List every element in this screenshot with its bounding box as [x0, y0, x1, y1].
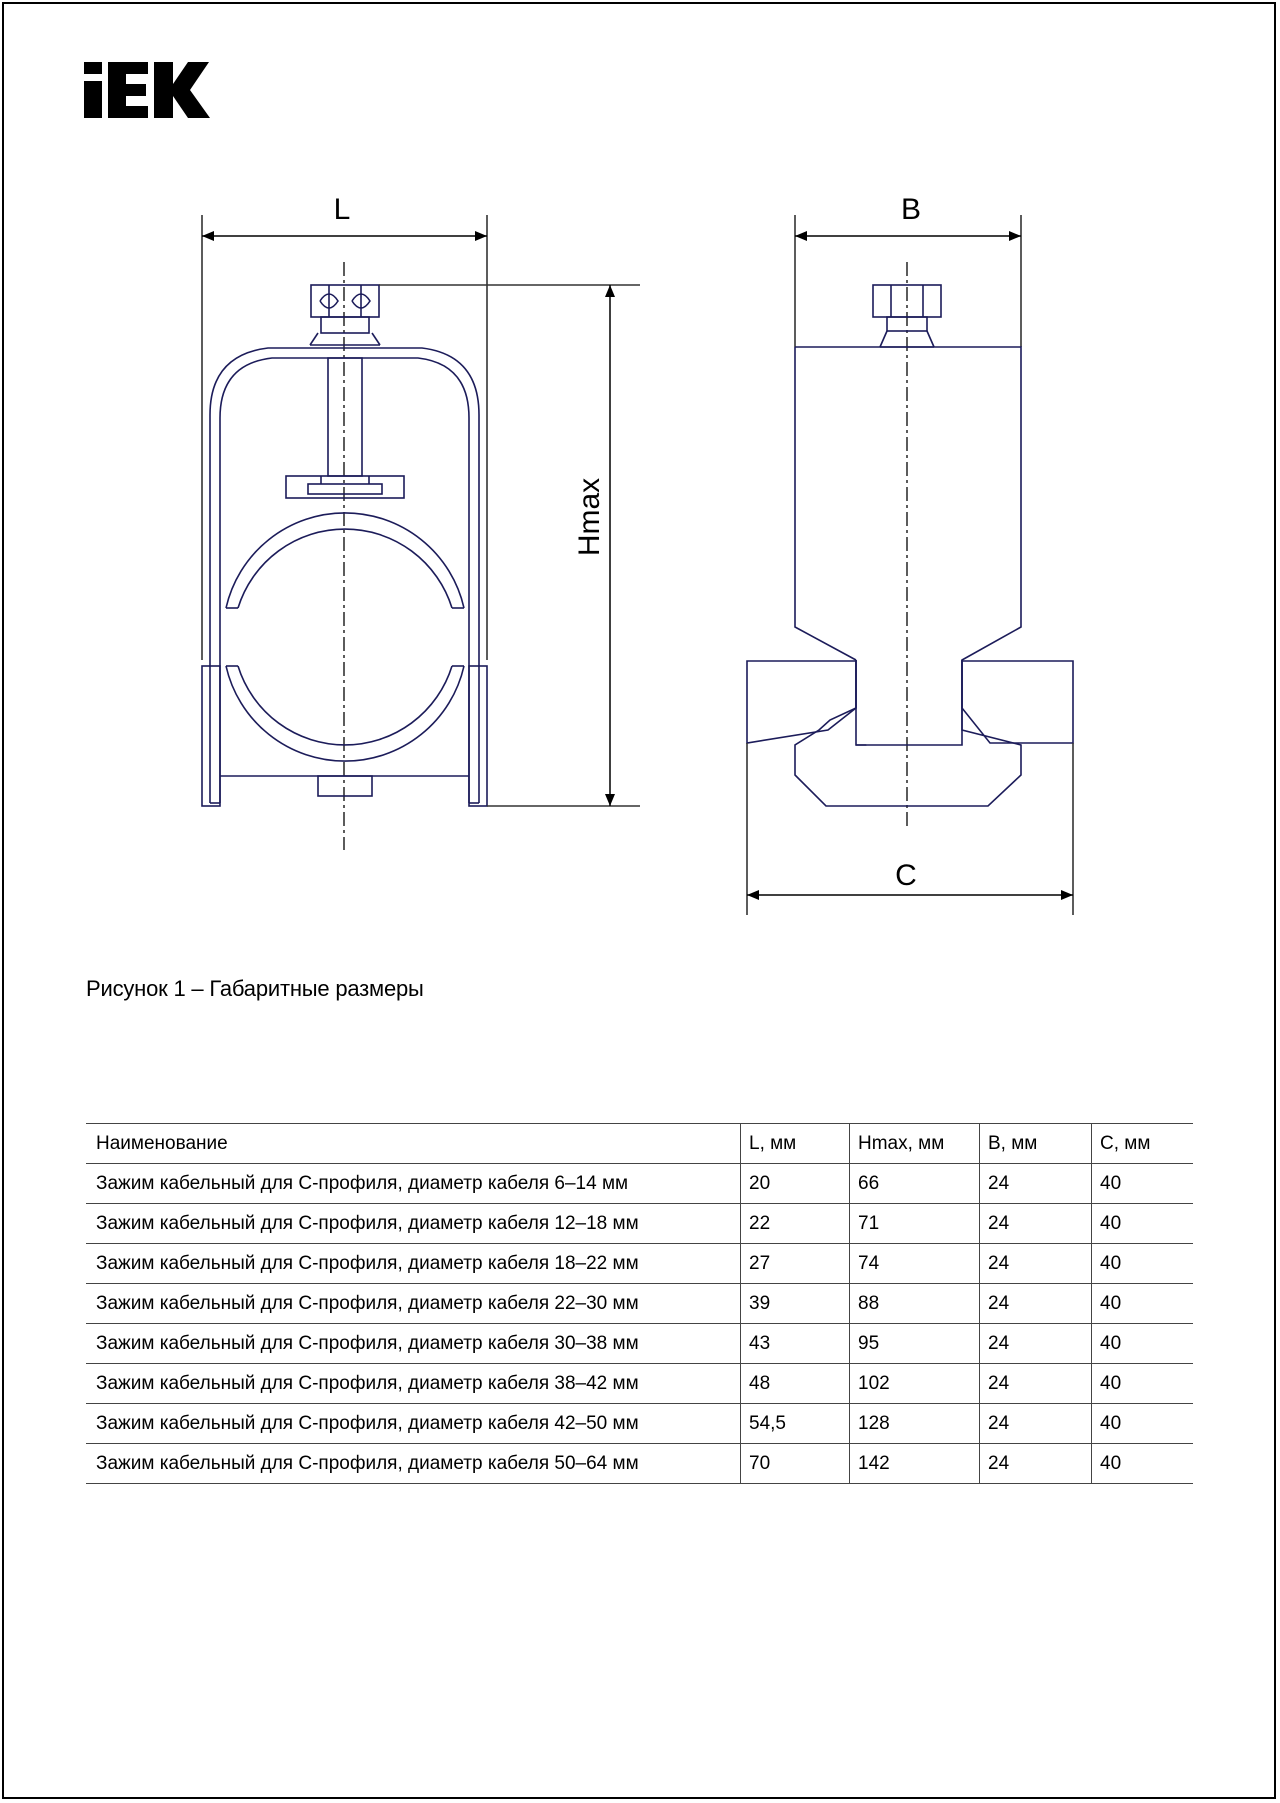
cell-hmax: 88	[850, 1284, 980, 1324]
cell-c: 40	[1092, 1164, 1194, 1204]
header-c: C, мм	[1092, 1124, 1194, 1164]
cell-c: 40	[1092, 1364, 1194, 1404]
cell-l: 70	[741, 1444, 850, 1484]
cell-name: Зажим кабельный для С-профиля, диаметр кабеля 50–64 мм	[86, 1444, 741, 1484]
cell-b: 24	[980, 1284, 1092, 1324]
dim-label-b: B	[900, 193, 922, 226]
cell-name: Зажим кабельный для С-профиля, диаметр кабеля 12–18 мм	[86, 1204, 741, 1244]
cell-c: 40	[1092, 1404, 1194, 1444]
dim-label-hmax: Hmax	[573, 477, 606, 557]
cell-b: 24	[980, 1204, 1092, 1244]
cell-b: 24	[980, 1364, 1092, 1404]
dim-label-l: L	[333, 193, 351, 226]
cell-b: 24	[980, 1324, 1092, 1364]
cell-l: 54,5	[741, 1404, 850, 1444]
cell-hmax: 74	[850, 1244, 980, 1284]
table-row	[86, 1284, 1193, 1324]
cell-c: 40	[1092, 1204, 1194, 1244]
table-header-row	[86, 1124, 1193, 1164]
cell-c: 40	[1092, 1284, 1194, 1324]
cell-hmax: 102	[850, 1364, 980, 1404]
figure-caption: Рисунок 1 – Габаритные размеры	[86, 976, 424, 1001]
header-hmax: Hmax, мм	[850, 1124, 980, 1164]
cell-l: 43	[741, 1324, 850, 1364]
cell-c: 40	[1092, 1324, 1194, 1364]
cell-l: 48	[741, 1364, 850, 1404]
header-l: L, мм	[741, 1124, 850, 1164]
table-row	[86, 1204, 1193, 1244]
cell-b: 24	[980, 1404, 1092, 1444]
cell-hmax: 142	[850, 1444, 980, 1484]
dim-label-c: C	[895, 859, 917, 892]
cell-name: Зажим кабельный для С-профиля, диаметр кабеля 6–14 мм	[86, 1164, 741, 1204]
cell-name: Зажим кабельный для С-профиля, диаметр кабеля 18–22 мм	[86, 1244, 741, 1284]
header-name: Наименование	[86, 1124, 741, 1164]
cell-name: Зажим кабельный для С-профиля, диаметр кабеля 22–30 мм	[86, 1284, 741, 1324]
cell-hmax: 66	[850, 1164, 980, 1204]
cell-l: 20	[741, 1164, 850, 1204]
dimensions-table	[86, 1123, 1193, 1484]
cell-hmax: 128	[850, 1404, 980, 1444]
cell-b: 24	[980, 1164, 1092, 1204]
cell-b: 24	[980, 1444, 1092, 1484]
cell-c: 40	[1092, 1244, 1194, 1284]
table-row	[86, 1164, 1193, 1204]
header-b: B, мм	[980, 1124, 1092, 1164]
cell-name: Зажим кабельный для С-профиля, диаметр кабеля 38–42 мм	[86, 1364, 741, 1404]
cell-l: 22	[741, 1204, 850, 1244]
cell-l: 39	[741, 1284, 850, 1324]
cell-name: Зажим кабельный для С-профиля, диаметр кабеля 30–38 мм	[86, 1324, 741, 1364]
table-row	[86, 1444, 1193, 1484]
table-row	[86, 1404, 1193, 1444]
cell-hmax: 71	[850, 1204, 980, 1244]
cell-l: 27	[741, 1244, 850, 1284]
table-row	[86, 1244, 1193, 1284]
table-row	[86, 1364, 1193, 1404]
cell-c: 40	[1092, 1444, 1194, 1484]
cell-hmax: 95	[850, 1324, 980, 1364]
cell-b: 24	[980, 1244, 1092, 1284]
table-row	[86, 1324, 1193, 1364]
cell-name: Зажим кабельный для С-профиля, диаметр кабеля 42–50 мм	[86, 1404, 741, 1444]
